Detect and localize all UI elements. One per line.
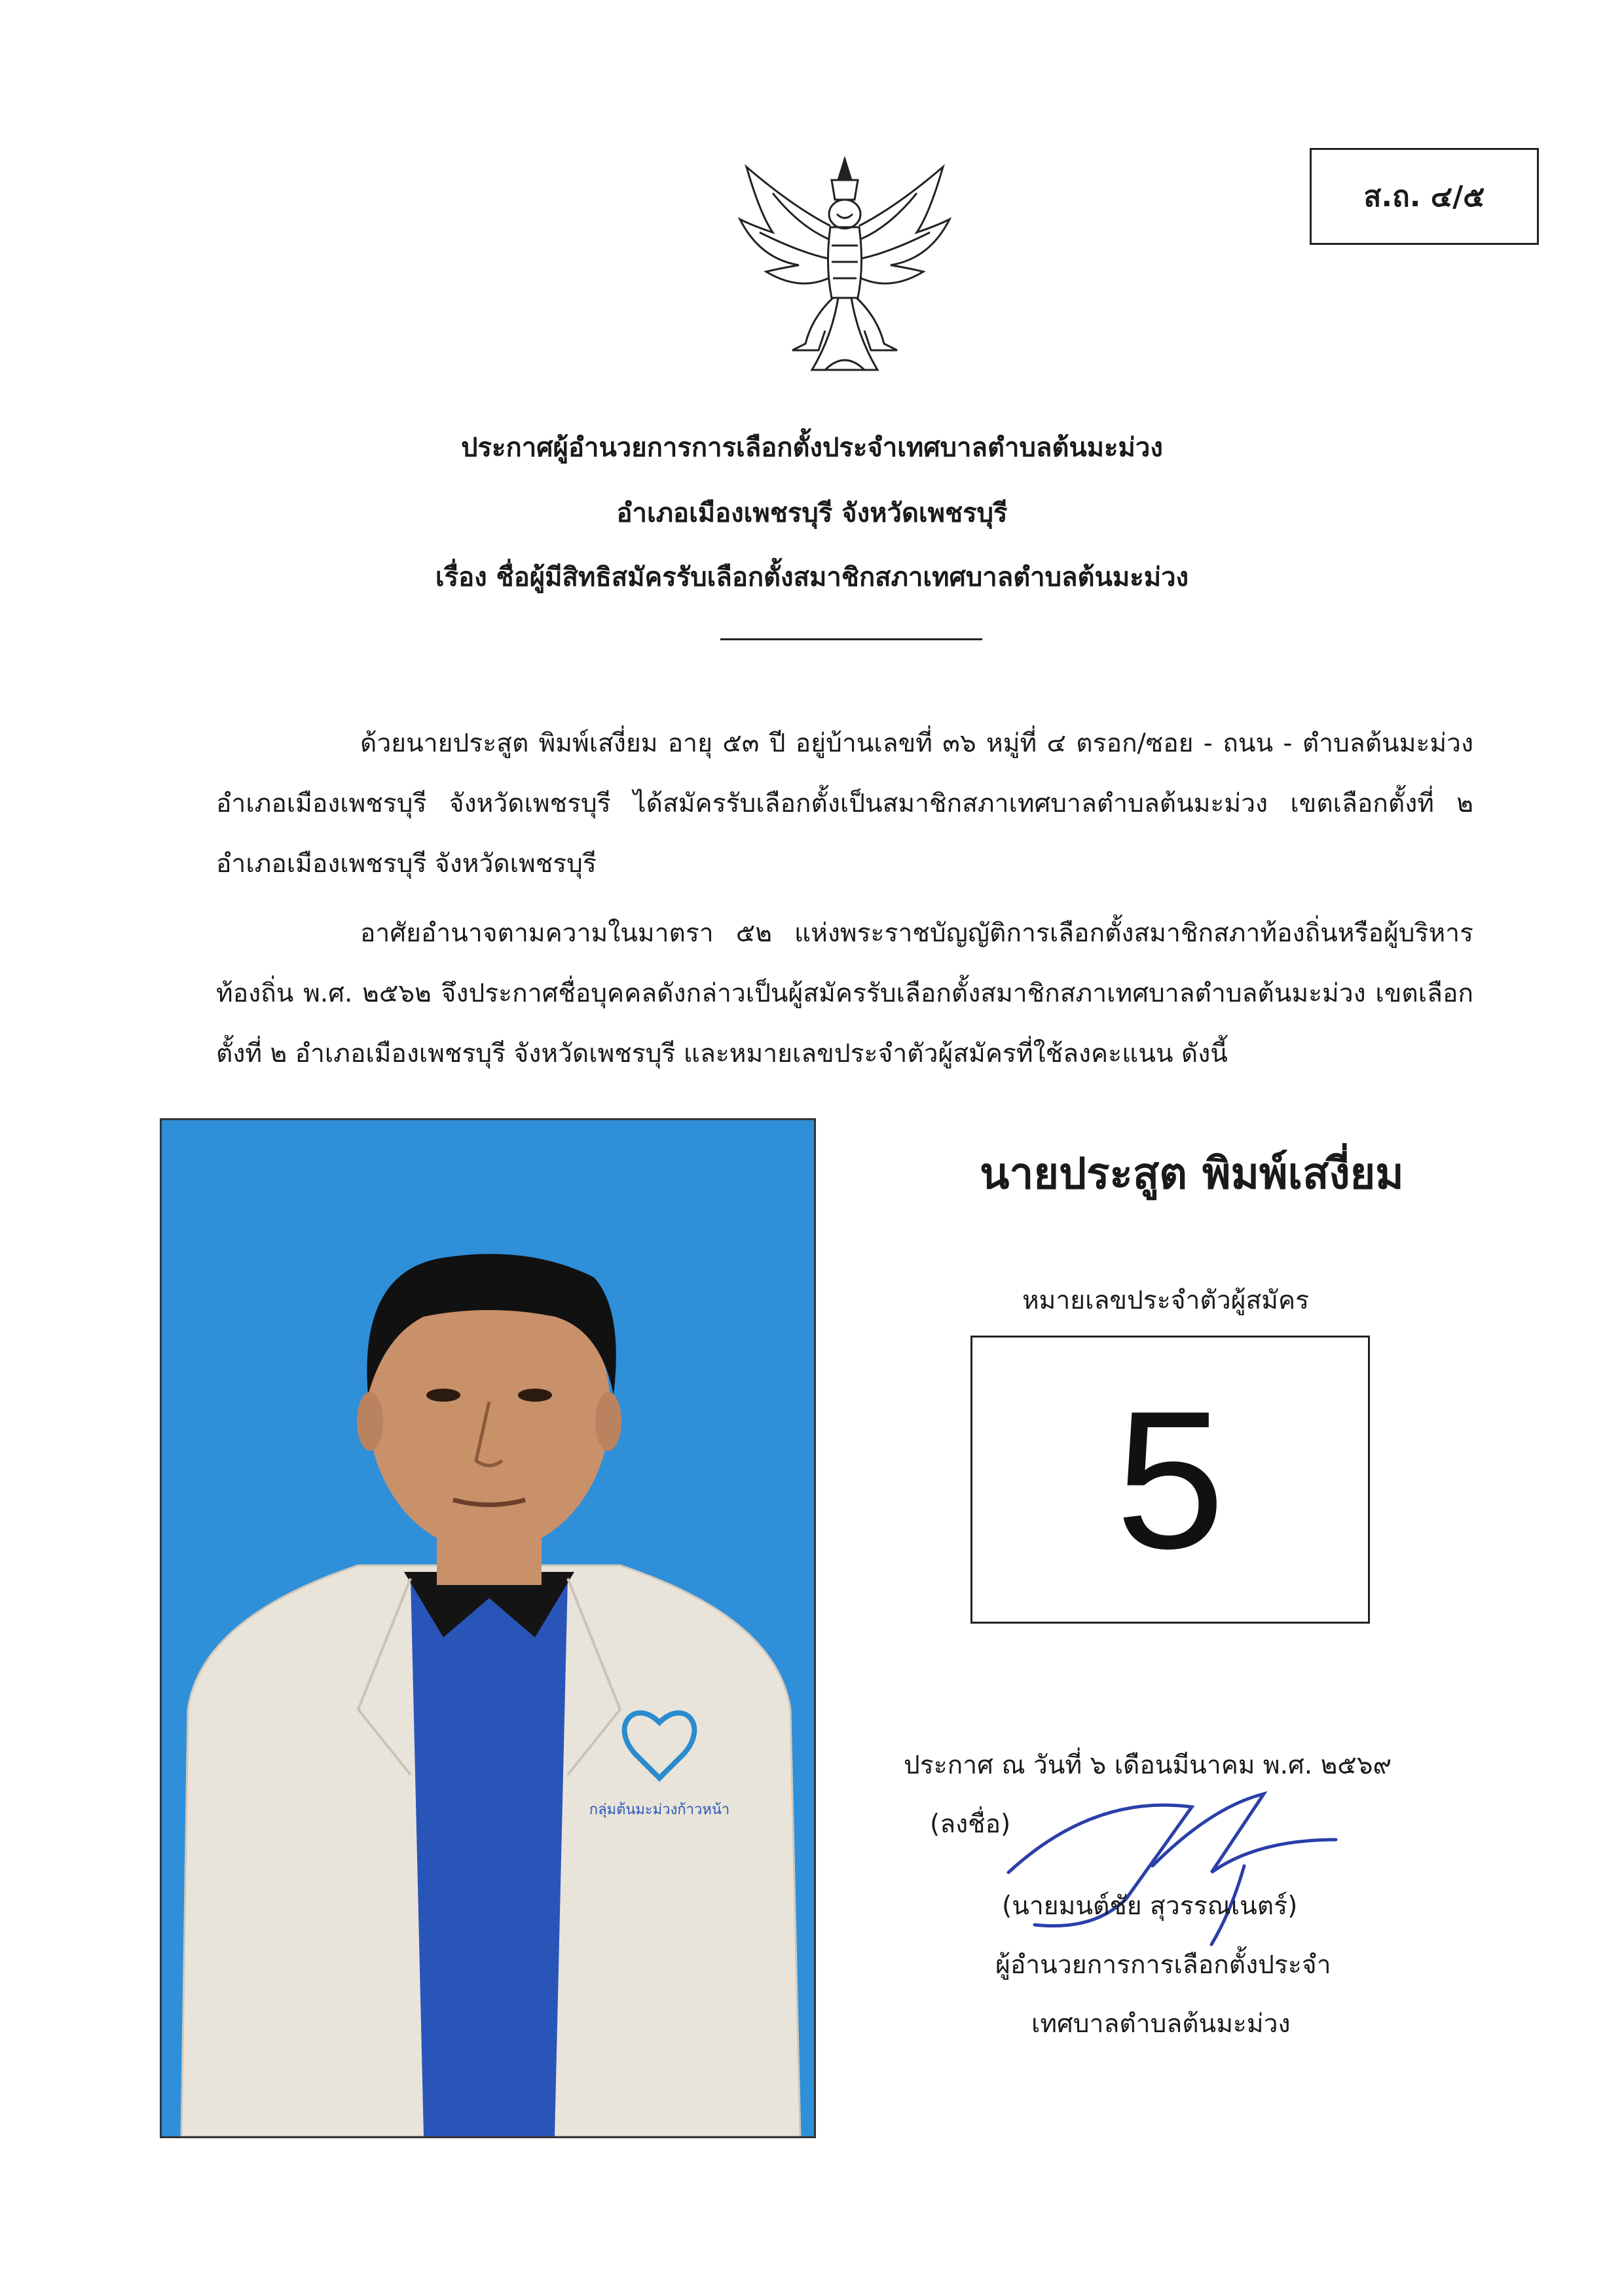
form-code-box	[1310, 148, 1539, 245]
body-paragraph-2	[216, 903, 1473, 1084]
candidate-number: 5	[1115, 1370, 1225, 1590]
candidate-number-box	[970, 1336, 1370, 1624]
form-code: ส.ถ. ๔/๕	[1363, 180, 1485, 213]
paragraph-2-text: อาศัยอำนาจตามความในมาตรา ๕๒ แห่งพระราชบัญญัติการเลือกตั้งสมาชิกสภาท้องถิ่นหรือผู้บริหารท้องถิ่น พ.ศ. ๒๕๖๒ จึงประกาศชื่อบุคคลดังกล่าวเป็นผู้สมัครรับเลือกตั้งสมาชิกสภาเทศบาลตำบลต้นมะม่วง เขตเลือกตั้งที่ ๒ อำเภอเมืองเพชรบุรี จังหวัดเพชรบุรี และหมายเลขประจำตัวผู้สมัครที่ใช้ลงคะแนน ดังนี้	[216, 919, 1473, 1068]
shirt-logo-text: กลุ่มต้นมะม่วงก้าวหน้า	[589, 1802, 730, 1818]
paragraph-1-text: ด้วยนายประสูต พิมพ์เสงี่ยม อายุ ๕๓ ปี อยู่บ้านเลขที่ ๓๖ หมู่ที่ ๔ ตรอก/ซอย - ถนน - ตำบลต้นมะม่วง อำเภอเมืองเพชรบุรี จังหวัดเพชรบุรี ได้สมัครรับเลือกตั้งเป็นสมาชิกสภาเทศบาลตำบลต้นมะม่วง เขตเลือกตั้งที่ ๒ อำเภอเมืองเพชรบุรี จังหวัดเพชรบุรี	[216, 729, 1473, 879]
signed-label: (ลงชื่อ)	[930, 1810, 1011, 1839]
announcement-date: ประกาศ ณ วันที่ ๖ เดือนมีนาคม พ.ศ. ๒๕๖๙	[904, 1751, 1392, 1780]
body-paragraph-1	[216, 714, 1473, 894]
garuda-emblem-icon	[733, 154, 956, 376]
candidate-number-label: หมายเลขประจำตัวผู้สมัคร	[1022, 1286, 1310, 1315]
candidate-portrait	[162, 1120, 814, 2136]
signer-title-line-2: เทศบาลตำบลต้นมะม่วง	[1031, 2009, 1291, 2039]
title-line-3: เรื่อง ชื่อผู้มีสิทธิสมัครรับเลือกตั้งสมาชิกสภาเทศบาลตำบลต้นมะม่วง	[435, 562, 1189, 592]
title-divider	[720, 638, 982, 640]
title-line-2: อำเภอเมืองเพชรบุรี จังหวัดเพชรบุรี	[616, 498, 1008, 528]
signer-name: (นายมนต์ชัย สุวรรณเนตร์)	[1002, 1891, 1298, 1921]
candidate-name: นายประสูต พิมพ์เสงี่ยม	[980, 1148, 1404, 1199]
candidate-photo	[160, 1118, 816, 2138]
title-line-1: ประกาศผู้อำนวยการการเลือกตั้งประจำเทศบาลตำบลต้นมะม่วง	[461, 433, 1163, 463]
signer-title-line-1: ผู้อำนวยการการเลือกตั้งประจำ	[995, 1950, 1331, 1980]
